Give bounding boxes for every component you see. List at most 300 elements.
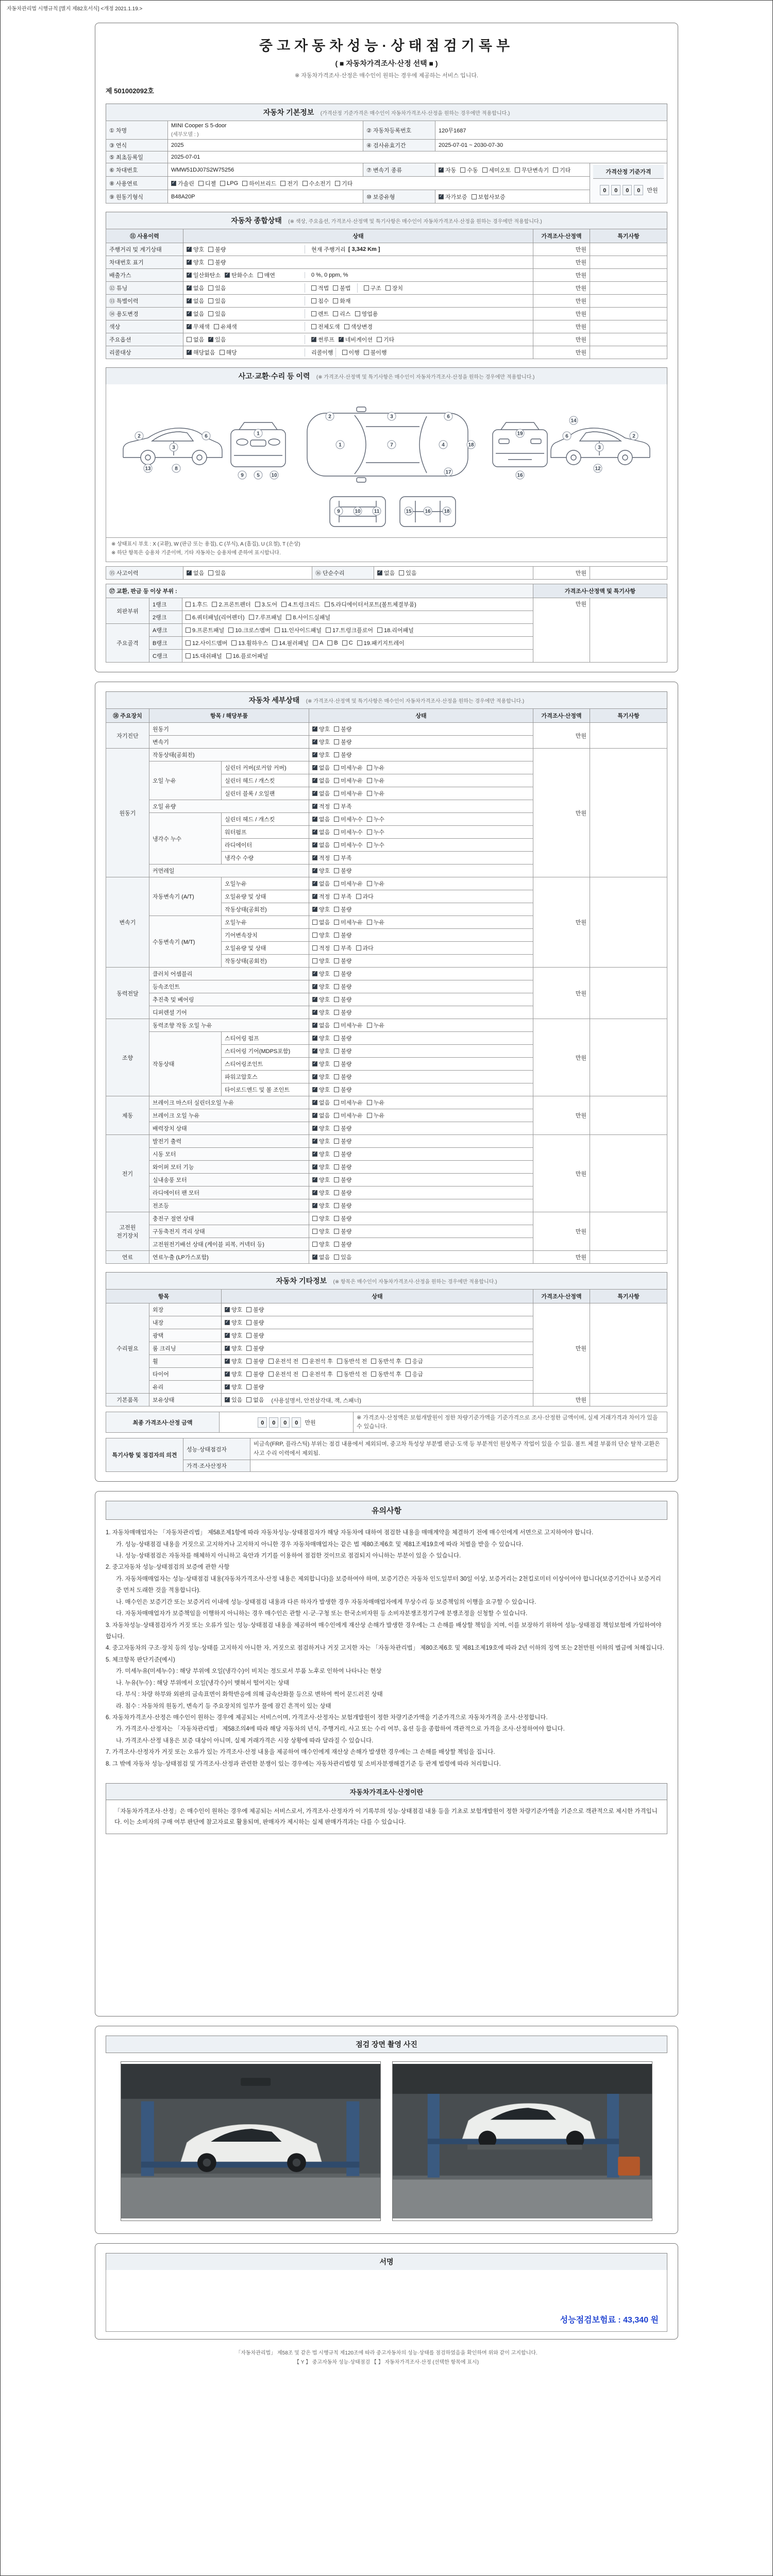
checkbox-icon[interactable] [312, 842, 317, 848]
checkbox-icon[interactable] [333, 285, 338, 291]
checkbox-icon[interactable] [208, 337, 213, 342]
checkbox-icon[interactable] [198, 181, 204, 186]
checkbox-option[interactable] [312, 789, 330, 798]
checkbox-option[interactable] [334, 1253, 351, 1261]
checkbox-option[interactable] [312, 982, 330, 991]
checkbox-option[interactable] [312, 970, 330, 978]
checkbox-icon[interactable] [268, 1371, 274, 1377]
checkbox-option[interactable] [312, 892, 330, 901]
checkbox-option[interactable] [198, 179, 216, 188]
checkbox-option[interactable] [312, 1227, 330, 1235]
checkbox-option[interactable] [312, 879, 330, 888]
checkbox-option[interactable] [312, 1201, 330, 1210]
checkbox-option[interactable] [334, 1201, 351, 1210]
checkbox-icon[interactable] [367, 920, 372, 925]
checkbox-option[interactable] [312, 931, 330, 939]
checkbox-icon[interactable] [226, 653, 231, 658]
checkbox-icon[interactable] [313, 640, 318, 646]
checkbox-option[interactable] [339, 335, 373, 344]
checkbox-option[interactable] [312, 1034, 330, 1042]
checkbox-icon[interactable] [312, 804, 317, 809]
checkbox-option[interactable] [186, 639, 227, 647]
checkbox-option[interactable] [225, 1396, 242, 1404]
checkbox-icon[interactable] [377, 337, 382, 342]
checkbox-icon[interactable] [246, 1333, 251, 1338]
checkbox-option[interactable] [377, 626, 414, 634]
checkbox-option[interactable] [337, 1370, 367, 1378]
checkbox-icon[interactable] [367, 817, 372, 822]
checkbox-option[interactable] [311, 323, 340, 331]
checkbox-icon[interactable] [334, 894, 339, 899]
checkbox-option[interactable] [367, 1098, 384, 1107]
checkbox-icon[interactable] [303, 1359, 308, 1364]
checkbox-icon[interactable] [246, 1307, 251, 1312]
checkbox-icon[interactable] [326, 628, 331, 633]
checkbox-option[interactable] [313, 640, 323, 646]
checkbox-option[interactable] [312, 1111, 330, 1120]
checkbox-option[interactable] [326, 626, 373, 634]
checkbox-icon[interactable] [312, 1203, 317, 1208]
checkbox-option[interactable] [334, 802, 351, 810]
checkbox-option[interactable] [312, 725, 330, 733]
checkbox-icon[interactable] [377, 628, 382, 633]
checkbox-icon[interactable] [246, 1397, 251, 1402]
checkbox-icon[interactable] [312, 778, 317, 783]
checkbox-icon[interactable] [312, 920, 317, 925]
checkbox-icon[interactable] [311, 285, 316, 291]
checkbox-option[interactable] [334, 751, 351, 759]
checkbox-icon[interactable] [312, 765, 317, 770]
checkbox-icon[interactable] [515, 167, 520, 173]
checkbox-option[interactable] [275, 626, 322, 634]
checkbox-icon[interactable] [220, 181, 225, 186]
checkbox-option[interactable] [334, 1098, 363, 1107]
checkbox-option[interactable] [334, 854, 351, 862]
checkbox-option[interactable] [246, 1357, 264, 1365]
checkbox-icon[interactable] [367, 881, 372, 886]
checkbox-icon[interactable] [312, 958, 317, 963]
checkbox-option[interactable] [367, 879, 384, 888]
checkbox-option[interactable] [312, 1137, 330, 1145]
checkbox-icon[interactable] [334, 855, 339, 860]
checkbox-option[interactable] [186, 652, 222, 660]
checkbox-icon[interactable] [334, 945, 339, 951]
checkbox-icon[interactable] [364, 350, 369, 355]
checkbox-icon[interactable] [225, 1307, 230, 1312]
checkbox-icon[interactable] [367, 829, 372, 835]
checkbox-option[interactable] [334, 841, 363, 849]
checkbox-icon[interactable] [312, 752, 317, 757]
checkbox-option[interactable] [208, 258, 226, 266]
checkbox-icon[interactable] [334, 817, 339, 822]
checkbox-option[interactable] [312, 751, 330, 759]
checkbox-option[interactable] [334, 1111, 363, 1120]
checkbox-option[interactable] [312, 918, 330, 926]
checkbox-option[interactable] [208, 245, 226, 253]
checkbox-option[interactable] [334, 957, 351, 965]
checkbox-option[interactable] [385, 284, 403, 292]
checkbox-icon[interactable] [334, 1100, 339, 1105]
checkbox-option[interactable] [268, 1370, 299, 1378]
checkbox-icon[interactable] [334, 804, 339, 809]
checkbox-icon[interactable] [268, 1359, 274, 1364]
checkbox-option[interactable] [312, 905, 330, 913]
checkbox-option[interactable] [406, 1357, 423, 1365]
checkbox-icon[interactable] [225, 1397, 230, 1402]
checkbox-icon[interactable] [312, 894, 317, 899]
checkbox-icon[interactable] [225, 1384, 230, 1389]
checkbox-icon[interactable] [333, 311, 338, 316]
checkbox-option[interactable] [334, 1137, 351, 1145]
checkbox-icon[interactable] [208, 298, 213, 303]
checkbox-option[interactable] [246, 1306, 264, 1314]
checkbox-icon[interactable] [312, 1036, 317, 1041]
checkbox-option[interactable] [356, 944, 374, 952]
checkbox-option[interactable] [208, 569, 226, 577]
checkbox-option[interactable] [225, 271, 254, 279]
checkbox-icon[interactable] [334, 920, 339, 925]
checkbox-option[interactable] [249, 613, 282, 621]
checkbox-icon[interactable] [208, 260, 213, 265]
checkbox-option[interactable] [342, 640, 353, 646]
checkbox-icon[interactable] [334, 752, 339, 757]
checkbox-option[interactable] [312, 1086, 330, 1094]
checkbox-option[interactable] [334, 1176, 351, 1184]
checkbox-icon[interactable] [342, 640, 347, 646]
checkbox-icon[interactable] [367, 842, 372, 848]
checkbox-icon[interactable] [312, 868, 317, 873]
checkbox-icon[interactable] [334, 829, 339, 835]
checkbox-option[interactable] [312, 1047, 330, 1055]
checkbox-option[interactable] [334, 1073, 351, 1081]
checkbox-icon[interactable] [553, 167, 558, 173]
checkbox-icon[interactable] [337, 1371, 342, 1377]
checkbox-option[interactable] [208, 297, 226, 305]
checkbox-option[interactable] [312, 841, 330, 849]
checkbox-icon[interactable] [367, 1100, 372, 1105]
checkbox-option[interactable] [231, 639, 268, 647]
checkbox-icon[interactable] [312, 791, 317, 796]
checkbox-option[interactable] [335, 179, 352, 188]
checkbox-option[interactable] [312, 1240, 330, 1248]
checkbox-option[interactable] [186, 600, 208, 608]
checkbox-option[interactable] [187, 569, 204, 577]
checkbox-option[interactable] [334, 1150, 351, 1158]
checkbox-option[interactable] [242, 179, 276, 188]
checkbox-option[interactable] [272, 639, 309, 647]
checkbox-icon[interactable] [312, 1216, 317, 1221]
checkbox-icon[interactable] [367, 765, 372, 770]
checkbox-option[interactable] [327, 640, 338, 646]
checkbox-option[interactable] [312, 957, 330, 965]
checkbox-option[interactable] [334, 1060, 351, 1068]
checkbox-icon[interactable] [187, 298, 192, 303]
checkbox-icon[interactable] [312, 1190, 317, 1195]
checkbox-icon[interactable] [334, 765, 339, 770]
checkbox-icon[interactable] [334, 1074, 339, 1079]
checkbox-icon[interactable] [312, 829, 317, 835]
checkbox-icon[interactable] [312, 881, 317, 886]
checkbox-icon[interactable] [280, 181, 285, 186]
checkbox-icon[interactable] [334, 1048, 339, 1054]
checkbox-option[interactable] [334, 1047, 351, 1055]
checkbox-option[interactable] [312, 738, 330, 746]
checkbox-option[interactable] [334, 879, 363, 888]
checkbox-option[interactable] [303, 1357, 333, 1365]
checkbox-option[interactable] [311, 297, 329, 305]
checkbox-icon[interactable] [334, 1139, 339, 1144]
checkbox-icon[interactable] [312, 1048, 317, 1054]
checkbox-option[interactable] [312, 828, 330, 836]
checkbox-option[interactable] [186, 626, 224, 634]
checkbox-option[interactable] [225, 1370, 242, 1378]
checkbox-option[interactable] [255, 600, 277, 608]
checkbox-option[interactable] [334, 1086, 351, 1094]
checkbox-option[interactable] [334, 1189, 351, 1197]
checkbox-icon[interactable] [214, 324, 219, 329]
checkbox-icon[interactable] [312, 855, 317, 860]
checkbox-icon[interactable] [228, 628, 233, 633]
checkbox-option[interactable] [367, 1111, 384, 1120]
checkbox-icon[interactable] [312, 907, 317, 912]
checkbox-option[interactable] [246, 1331, 264, 1340]
checkbox-option[interactable] [312, 802, 330, 810]
checkbox-icon[interactable] [406, 1359, 411, 1364]
checkbox-option[interactable] [334, 1008, 351, 1016]
checkbox-option[interactable] [377, 569, 395, 577]
checkbox-icon[interactable] [334, 726, 339, 732]
checkbox-icon[interactable] [281, 602, 287, 607]
checkbox-icon[interactable] [187, 324, 192, 329]
checkbox-option[interactable] [371, 1370, 401, 1378]
checkbox-icon[interactable] [334, 997, 339, 1002]
checkbox-icon[interactable] [344, 324, 349, 329]
checkbox-option[interactable] [208, 284, 226, 292]
checkbox-icon[interactable] [312, 1074, 317, 1079]
checkbox-icon[interactable] [312, 1177, 317, 1182]
checkbox-option[interactable] [187, 297, 204, 305]
checkbox-icon[interactable] [187, 570, 192, 575]
checkbox-option[interactable] [333, 297, 350, 305]
checkbox-icon[interactable] [334, 791, 339, 796]
checkbox-option[interactable] [225, 1318, 242, 1327]
checkbox-icon[interactable] [334, 1203, 339, 1208]
checkbox-icon[interactable] [242, 181, 247, 186]
checkbox-icon[interactable] [312, 933, 317, 938]
checkbox-icon[interactable] [334, 1061, 339, 1066]
checkbox-option[interactable] [186, 613, 245, 621]
checkbox-option[interactable] [364, 348, 387, 357]
checkbox-icon[interactable] [208, 311, 213, 316]
checkbox-option[interactable] [334, 725, 351, 733]
checkbox-option[interactable] [357, 639, 405, 647]
checkbox-option[interactable] [225, 1344, 242, 1352]
checkbox-option[interactable] [312, 1021, 330, 1029]
checkbox-option[interactable] [303, 1370, 333, 1378]
checkbox-icon[interactable] [186, 628, 191, 633]
checkbox-option[interactable] [225, 1383, 242, 1391]
checkbox-icon[interactable] [187, 311, 192, 316]
checkbox-icon[interactable] [246, 1320, 251, 1325]
checkbox-icon[interactable] [246, 1346, 251, 1351]
checkbox-option[interactable] [367, 828, 384, 836]
checkbox-icon[interactable] [220, 350, 225, 355]
checkbox-icon[interactable] [312, 1010, 317, 1015]
checkbox-icon[interactable] [312, 1242, 317, 1247]
checkbox-option[interactable] [334, 995, 351, 1004]
checkbox-icon[interactable] [208, 285, 213, 291]
checkbox-icon[interactable] [186, 615, 191, 620]
checkbox-icon[interactable] [312, 1255, 317, 1260]
checkbox-icon[interactable] [187, 285, 192, 291]
checkbox-icon[interactable] [186, 602, 191, 607]
checkbox-icon[interactable] [186, 653, 191, 658]
checkbox-option[interactable] [312, 1124, 330, 1132]
checkbox-option[interactable] [399, 569, 416, 577]
checkbox-option[interactable] [334, 1240, 351, 1248]
checkbox-icon[interactable] [225, 1371, 230, 1377]
checkbox-icon[interactable] [312, 1126, 317, 1131]
checkbox-option[interactable] [225, 1306, 242, 1314]
checkbox-option[interactable] [246, 1396, 264, 1404]
checkbox-option[interactable] [439, 166, 456, 174]
checkbox-icon[interactable] [246, 1371, 251, 1377]
checkbox-option[interactable] [342, 348, 360, 357]
checkbox-option[interactable] [367, 1021, 384, 1029]
checkbox-option[interactable] [312, 867, 330, 875]
checkbox-option[interactable] [334, 1124, 351, 1132]
checkbox-option[interactable] [312, 1098, 330, 1107]
checkbox-icon[interactable] [334, 881, 339, 886]
checkbox-icon[interactable] [312, 1151, 317, 1157]
checkbox-option[interactable] [553, 166, 570, 174]
checkbox-option[interactable] [367, 776, 384, 785]
checkbox-icon[interactable] [312, 726, 317, 732]
checkbox-icon[interactable] [208, 247, 213, 252]
checkbox-option[interactable] [334, 828, 363, 836]
checkbox-icon[interactable] [439, 194, 444, 199]
checkbox-option[interactable] [356, 892, 374, 901]
checkbox-option[interactable] [482, 166, 511, 174]
checkbox-icon[interactable] [312, 1023, 317, 1028]
checkbox-icon[interactable] [286, 615, 291, 620]
checkbox-option[interactable] [334, 815, 363, 823]
checkbox-icon[interactable] [334, 971, 339, 976]
checkbox-option[interactable] [220, 348, 237, 357]
checkbox-icon[interactable] [225, 273, 230, 278]
checkbox-option[interactable] [246, 1344, 264, 1352]
checkbox-icon[interactable] [312, 1139, 317, 1144]
checkbox-icon[interactable] [367, 791, 372, 796]
checkbox-option[interactable] [334, 918, 363, 926]
checkbox-icon[interactable] [186, 640, 191, 646]
checkbox-option[interactable] [187, 323, 210, 331]
checkbox-icon[interactable] [187, 273, 192, 278]
checkbox-icon[interactable] [334, 1151, 339, 1157]
checkbox-option[interactable] [311, 310, 329, 318]
checkbox-icon[interactable] [367, 1113, 372, 1118]
checkbox-icon[interactable] [225, 1320, 230, 1325]
checkbox-icon[interactable] [333, 298, 338, 303]
checkbox-option[interactable] [311, 284, 329, 292]
checkbox-option[interactable] [334, 1021, 363, 1029]
checkbox-option[interactable] [334, 982, 351, 991]
checkbox-icon[interactable] [334, 778, 339, 783]
checkbox-option[interactable] [280, 179, 298, 188]
checkbox-icon[interactable] [275, 628, 280, 633]
checkbox-option[interactable] [220, 180, 238, 187]
checkbox-option[interactable] [312, 1214, 330, 1223]
checkbox-icon[interactable] [272, 640, 277, 646]
checkbox-option[interactable] [472, 193, 506, 201]
signature-area[interactable] [106, 2270, 667, 2332]
checkbox-option[interactable] [334, 1034, 351, 1042]
checkbox-option[interactable] [303, 179, 331, 188]
checkbox-icon[interactable] [334, 842, 339, 848]
checkbox-option[interactable] [187, 348, 215, 357]
checkbox-icon[interactable] [246, 1359, 251, 1364]
checkbox-option[interactable] [334, 738, 351, 746]
checkbox-icon[interactable] [249, 615, 254, 620]
checkbox-option[interactable] [334, 1214, 351, 1223]
checkbox-icon[interactable] [311, 298, 316, 303]
checkbox-option[interactable] [258, 271, 275, 279]
checkbox-option[interactable] [208, 335, 226, 344]
checkbox-option[interactable] [286, 613, 330, 621]
checkbox-option[interactable] [333, 310, 350, 318]
checkbox-icon[interactable] [385, 285, 391, 291]
checkbox-icon[interactable] [187, 260, 192, 265]
checkbox-option[interactable] [312, 1163, 330, 1171]
checkbox-option[interactable] [367, 841, 384, 849]
checkbox-icon[interactable] [312, 739, 317, 744]
checkbox-icon[interactable] [327, 640, 332, 646]
checkbox-option[interactable] [281, 600, 320, 608]
checkbox-icon[interactable] [225, 1346, 230, 1351]
checkbox-option[interactable] [311, 335, 334, 344]
checkbox-option[interactable] [334, 776, 363, 785]
checkbox-option[interactable] [187, 284, 204, 292]
checkbox-option[interactable] [325, 600, 416, 608]
checkbox-icon[interactable] [357, 640, 362, 646]
checkbox-icon[interactable] [334, 1010, 339, 1015]
checkbox-icon[interactable] [312, 997, 317, 1002]
checkbox-icon[interactable] [312, 971, 317, 976]
checkbox-icon[interactable] [364, 285, 369, 291]
checkbox-option[interactable] [246, 1318, 264, 1327]
checkbox-icon[interactable] [334, 984, 339, 989]
checkbox-icon[interactable] [439, 167, 444, 173]
checkbox-option[interactable] [439, 193, 467, 201]
checkbox-icon[interactable] [334, 1113, 339, 1118]
checkbox-option[interactable] [334, 1163, 351, 1171]
checkbox-option[interactable] [312, 1060, 330, 1068]
checkbox-option[interactable] [364, 284, 381, 292]
checkbox-option[interactable] [334, 764, 363, 772]
checkbox-icon[interactable] [472, 194, 477, 199]
checkbox-icon[interactable] [187, 247, 192, 252]
checkbox-icon[interactable] [334, 1164, 339, 1170]
checkbox-icon[interactable] [334, 868, 339, 873]
checkbox-option[interactable] [246, 1370, 264, 1378]
checkbox-option[interactable] [406, 1370, 423, 1378]
checkbox-icon[interactable] [377, 570, 382, 575]
checkbox-icon[interactable] [334, 1087, 339, 1092]
checkbox-option[interactable] [312, 1150, 330, 1158]
checkbox-icon[interactable] [312, 1100, 317, 1105]
checkbox-option[interactable] [355, 310, 378, 318]
checkbox-option[interactable] [515, 166, 549, 174]
